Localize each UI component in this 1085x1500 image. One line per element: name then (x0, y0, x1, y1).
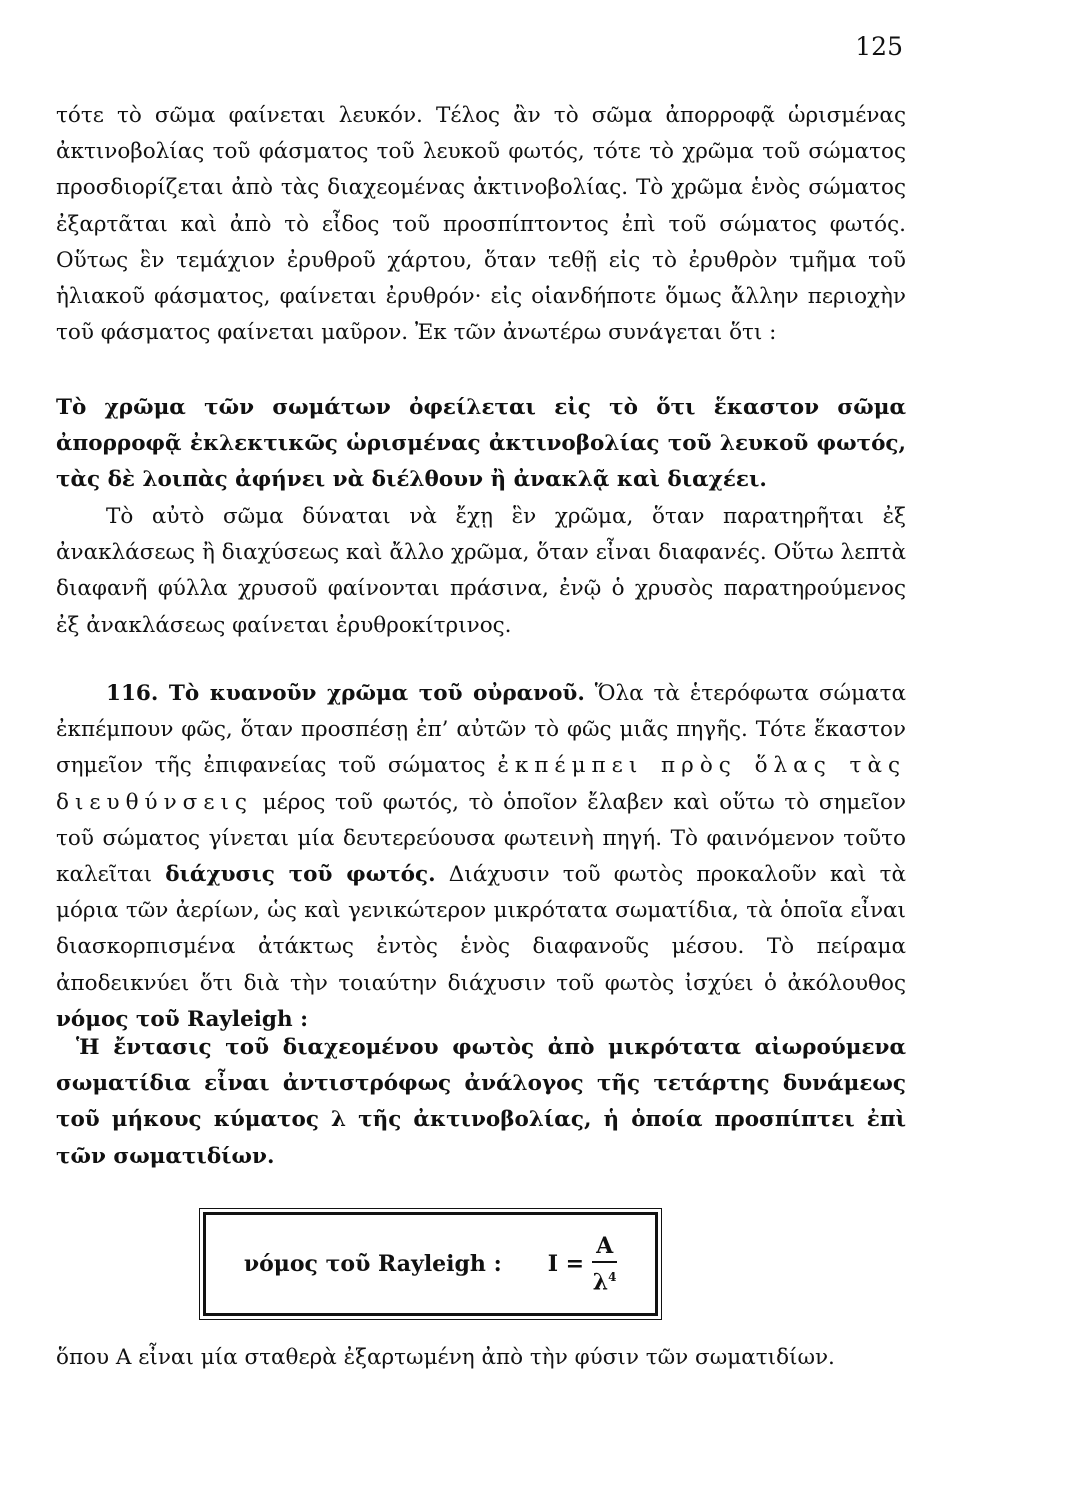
formula-denominator-base: λ (592, 1269, 609, 1296)
section-116-heading: 116. Τὸ κυανοῦν χρῶμα τοῦ οὐρανοῦ. (106, 681, 585, 706)
formula-exponent: 4 (608, 1270, 617, 1285)
section-116-spaced-text: ἐκπέμπει πρὸς ὅλας τὰς διευθύνσεις (56, 753, 906, 815)
section-116-term: διάχυσις τοῦ φωτός. (165, 862, 436, 888)
section-116-text-b: μέρος τοῦ φωτός, τὸ ὁποῖον ἔλαβεν καὶ οὕτω τὸ σημεῖον τοῦ σώματος γίνεται μία δευτερεύουσα φωτεινὴ πηγή. Τὸ φαινόμενον τοῦτο καλεῖται (56, 789, 906, 888)
final-line: ὅπου A εἶναι μία σταθερὰ ἐξαρτωμένη ἀπὸ τὴν φύσιν τῶν σωματιδίων. (56, 1345, 835, 1370)
paragraph-2: Τὸ αὐτὸ σῶμα δύναται νὰ ἔχῃ ἓν χρῶμα, ὅταν παρατηρῆται ἐξ ἀνακλάσεως ἢ διαχύσεως καὶ ἄλλο χρῶμα, ὅταν εἶναι διαφανές. Οὕτω λεπτὰ διαφανῆ φύλλα χρυσοῦ φαίνονται πράσινα, ἐνῷ ὁ χρυσὸς παρατηρούμενος ἐξ ἀνακλάσεως φαίνεται ἐρυθροκίτρινος. (56, 504, 906, 638)
section-116 (56, 676, 906, 1038)
paragraph-1: τότε τὸ σῶμα φαίνεται λευκόν. Τέλος ἂν τὸ σῶμα ἀπορροφᾷ ὡρισμένας ἀκτινοβολίας τοῦ φάσματος τοῦ λευκοῦ φωτός, τότε τὸ χρῶμα τοῦ σώματος προσδιορίζεται ἀπὸ τὰς διαχεομένας ἀκτινοβολίας. Τὸ χρῶμα ἑνὸς σώματος ἐξαρτᾶται καὶ ἀπὸ τὸ εἶδος τοῦ προσπίπτοντος ἐπὶ τοῦ σώματος φωτός. Οὕτως ἓν τεμάχιον ἐρυθροῦ χάρτου, ὅταν τεθῇ εἰς τὸ ἐρυθρὸν τμῆμα τοῦ ἡλιακοῦ φάσματος, φαίνεται ἐρυθρόν· εἰς οἱανδήποτε ὅμως ἄλλην περιοχὴν τοῦ φάσματος φαίνεται μαῦρον. Ἐκ τῶν ἀνωτέρω συνάγεται ὅτι : (56, 103, 906, 346)
statement-color-of-bodies: Τὸ χρῶμα τῶν σωμάτων ὀφείλεται εἰς τὸ ὅτι ἕκαστον σῶμα ἀπορροφᾷ ἐκλεκτικῶς ὡρισμένας ἀκτινοβολίας τοῦ λευκοῦ φωτός, τὰς δὲ λοιπὰς ἀφήνει νὰ διέλθουν ἢ ἀνακλᾷ καὶ διαχέει. (56, 395, 906, 493)
formula-fraction (592, 1233, 617, 1294)
section-116-text-c: Διάχυσιν τοῦ φωτὸς προκαλοῦν καὶ τὰ μόρια τῶν ἀερίων, ὡς καὶ γενικώτερον μικρότατα σωματίδια, τὰ ὁποῖα εἶναι διασκορπισμένα ἀτάκτως ἐντὸς ἑνὸς διαφανοῦς μέσου. Τὸ πείραμα ἀποδεικνύει ὅτι διὰ τὴν τοιαύτην διάχυσιν τοῦ φωτὸς ἰσχύει ὁ ἀκόλουθος (56, 862, 906, 996)
section-116-text-a: Ὅλα τὰ ἑτερόφωτα σώματα ἐκπέμπουν φῶς, ὅταν προσπέσῃ ἐπ’ αὐτῶν τὸ φῶς μιᾶς πηγῆς. Τότε ἕκαστον σημεῖον τῆς ἐπιφανείας τοῦ σώματος (56, 681, 906, 779)
rayleigh-formula-box (203, 1212, 658, 1316)
section-116-law-name: νόμος τοῦ Rayleigh : (56, 1006, 309, 1032)
page-number: 125 (855, 32, 903, 61)
formula (548, 1233, 617, 1294)
formula-label: νόμος τοῦ Rayleigh : (243, 1251, 502, 1277)
formula-denominator (593, 1263, 617, 1294)
statement-rayleigh-law: Ἡ ἔντασις τοῦ διαχεομένου φωτὸς ἀπὸ μικρότατα αἰωρούμενα σωματίδια εἶναι ἀντιστρόφως ἀνάλογος τῆς τετάρτης δυνάμεως τοῦ μήκους κύματος λ τῆς ἀκτινοβολίας, ἡ ὁποία προσπίπτει ἐπὶ τῶν σωματιδίων. (56, 1035, 906, 1169)
formula-lhs: I = (547, 1250, 585, 1277)
formula-numerator: A (592, 1233, 617, 1263)
